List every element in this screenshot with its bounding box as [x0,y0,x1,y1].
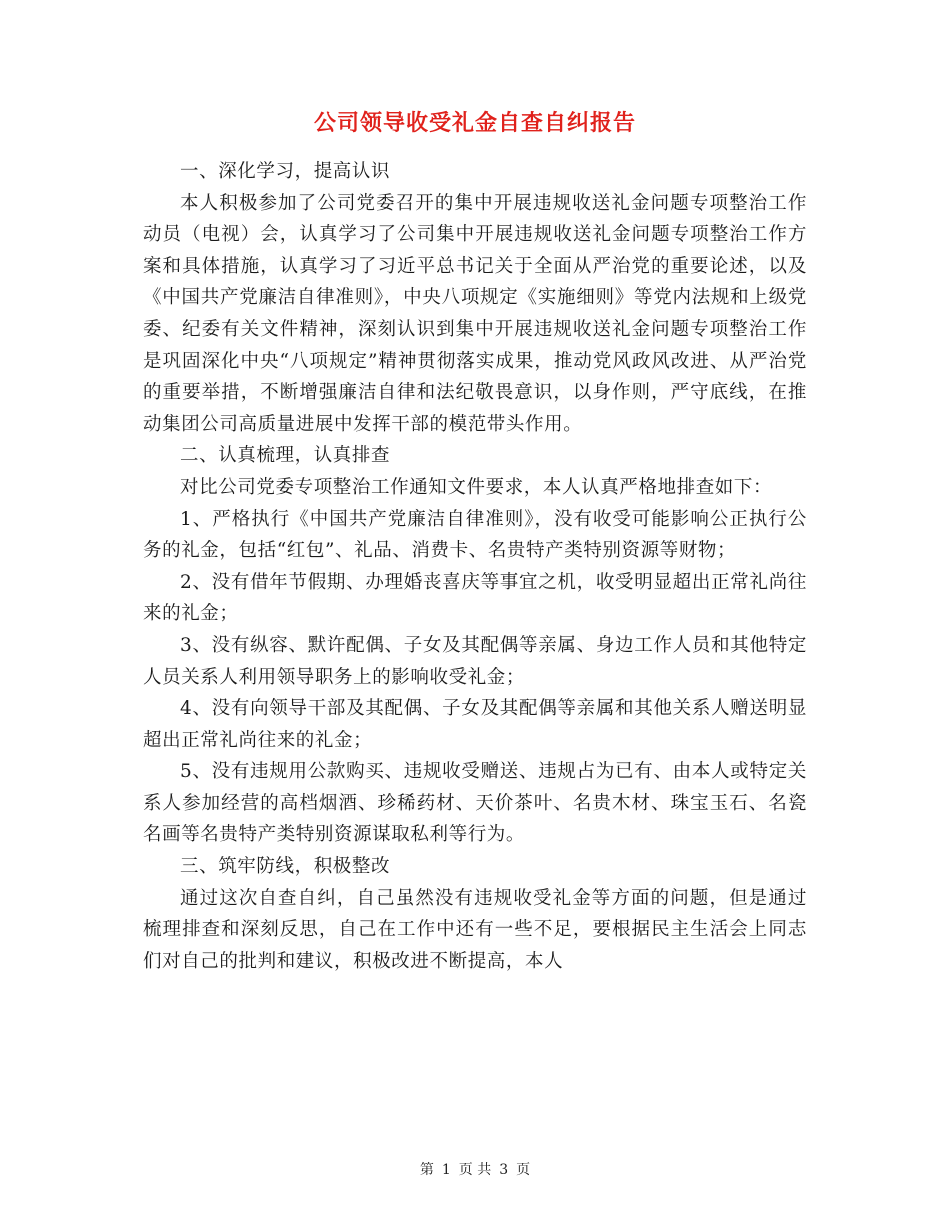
total-pages-number: 3 [499,1162,509,1178]
list-item-1: 1、严格执行《中国共产党廉洁自律准则》，没有收受可能影响公正执行公务的礼金，包括“红包”、礼品、消费卡、名贵特产类特别资源等财物； [143,508,807,562]
current-page-number: 1 [441,1162,451,1178]
list-item-5: 5、没有违规用公款购买、违规收受赠送、违规占为已有、由本人或特定关系人参加经营的高档烟酒、珍稀药材、天价茶叶、名贵木材、珠宝玉石、名瓷名画等名贵特产类特别资源谋取私利等行为。 [143,761,807,846]
section-heading-2: 二、认真梳理，认真排查 [180,445,391,467]
list-item-2: 2、没有借年节假期、办理婚丧喜庆等事宜之机，收受明显超出正常礼尚往来的礼金； [143,571,807,625]
page-footer [0,1160,950,1180]
page-label-mid: 页 共 [458,1162,492,1178]
document-title: 公司领导收受礼金自查自纠报告 [313,111,636,136]
page-label-suffix: 页 [516,1162,531,1178]
page-label-prefix: 第 [419,1162,434,1178]
body-paragraph: 本人积极参加了公司党委召开的集中开展违规收送礼金问题专项整治工作动员（电视）会，认真学习了公司集中开展违规收送礼金问题专项整治工作方案和具体措施，认真学习了习近平总书记关于全面从严治党的重要论述，以及《中国共产党廉洁自律准则》，中央八项规定《实施细则》等党内法规和上级党委、纪委有关文件精神，深刻认识到集中开展违规收送礼金问题专项整治工作是巩固深化中央“八项规定”精神贯彻落实成果，推动党风政风改进、从严治党的重要举措，不断增强廉洁自律和法纪敬畏意识，以身作则，严守底线，在推动集团公司高质量进展中发挥干部的模范带头作用。 [143,192,807,435]
section-heading-3: 三、筑牢防线，积极整改 [180,856,391,878]
body-paragraph: 通过这次自查自纠，自己虽然没有违规收受礼金等方面的问题，但是通过梳理排查和深刻反思，自己在工作中还有一些不足，要根据民主生活会上同志们对自己的批判和建议，积极改进不断提高，本人 [143,887,807,972]
list-item-4: 4、没有向领导干部及其配偶、子女及其配偶等亲属和其他关系人赠送明显超出正常礼尚往来的礼金； [143,698,807,751]
body-paragraph: 对比公司党委专项整治工作通知文件要求，本人认真严格地排查如下： [180,476,773,498]
document-body [143,156,807,977]
section-heading-1: 一、深化学习，提高认识 [180,161,391,182]
list-item-3: 3、没有纵容、默许配偶、子女及其配偶等亲属、身边工作人员和其他特定人员关系人利用领导职务上的影响收受礼金； [143,634,807,688]
